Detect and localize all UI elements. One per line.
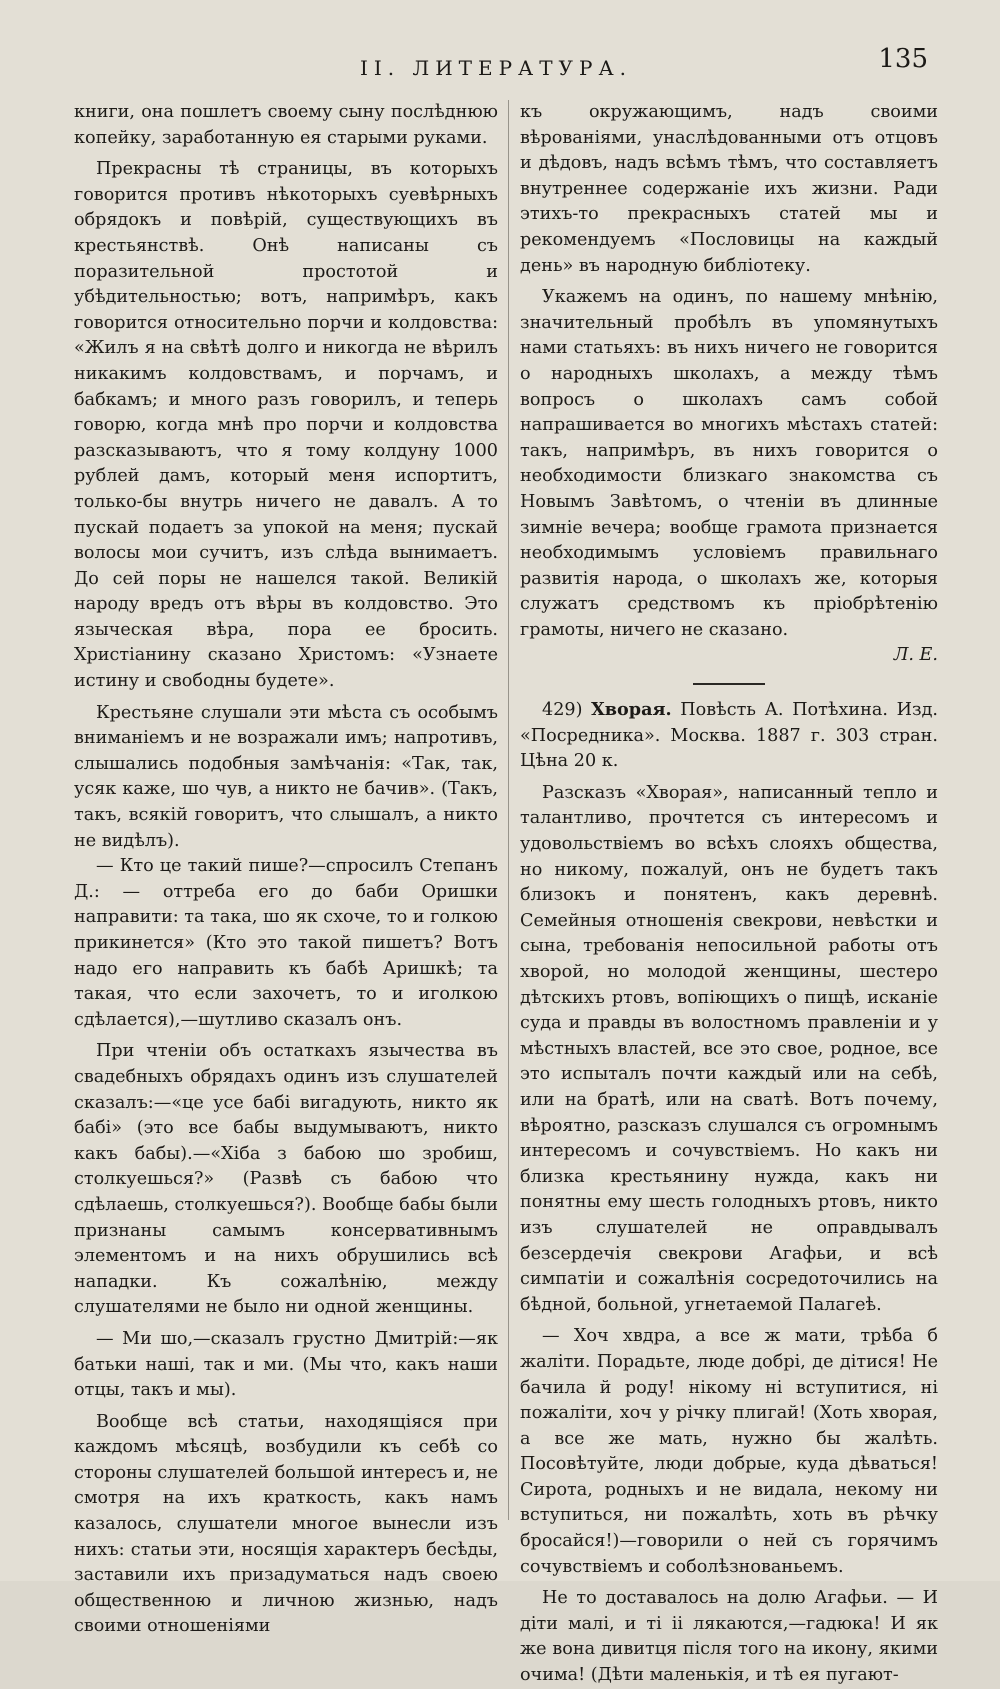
column-divider [508,100,509,1520]
paragraph: Разсказъ «Хворая», написанный тепло и талантливо, прочтется съ интересомъ и удовольствіемъ во всѣхъ слояхъ общества, но никому, пожалуй, онъ не будетъ такъ близокъ и понятенъ, какъ деревнѣ. Семейныя отношенія свекрови, невѣстки и сына, требованія непосильной работы отъ хворой, но молодой женщины, шестеро дѣтскихъ ртовъ, вопіющихъ о пищѣ, исканіе суда и правды въ волостномъ правленіи и у мѣстныхъ властей, все это свое, родное, все это испыталъ почти каждый или на себѣ, или на братѣ, или на сватѣ. Вотъ почему, вѣроятно, разсказъ слушался съ огромнымъ интересомъ и сочувствіемъ. Но какъ ни близка крестьянину нужда, какъ ни понятны ему шесть голодныхъ ртовъ, никто изъ слушателей не оправдывалъ безсердечія свекрови Агафьи, и всѣ симпатіи и сожалѣнія сосредоточились на бѣдной, больной, угнетаемой Палагеѣ. [520,782,938,1315]
review-signature: Л. Е. [893,645,938,666]
paragraph: Вообще всѣ статьи, находящіяся при каждомъ мѣсяцѣ, возбудили къ себѣ со стороны слушателей большой интересъ и, не смотря на ихъ краткость, какъ намъ казалось, слушатели многое вынесли изъ нихъ: статьи эти, носящія характеръ бесѣды, заставили ихъ призадуматься надъ своею общественною и личною жизнью, надъ своими отношеніями [74,1411,498,1637]
entry-number: 429) [542,700,583,721]
paragraph: книги, она пошлетъ своему сыну послѣднюю копейку, заработанную ея старыми руками. [74,102,498,148]
paragraph: Укажемъ на одинъ, по нашему мнѣнію, значительный пробѣлъ въ упомянутыхъ нами статьяхъ: въ нихъ ничего не говорится о народныхъ школахъ, а между тѣмъ вопросъ о школахъ самъ собой напрашивается во многихъ мѣстахъ статей: такъ, напримѣръ, въ нихъ говорится о необходимости близкаго знакомства съ Новымъ Завѣтомъ, о чтеніи въ длинные зимніе вечера; вообще грамота признается необходимымъ условіемъ правильнаго развитія народа, о школахъ же, которыя служатъ средствомъ къ пріобрѣтенію грамоты, ничего не сказано. [520,287,938,640]
paragraph: — Ми шо,—сказалъ грустно Дмитрій:—як батьки наші, так и ми. (Мы что, какъ наши отцы, такъ и мы). [74,1328,498,1401]
paragraph: — Хоч хвдра, а все ж мати, трѣба б жаліти. Порадьте, люде добрі, де дітися! Не бачила й роду! нікому ні вступитися, ні пожаліти, хоч у річку плигай! (Хоть хворая, а все же мать, нужно бы жалѣть. Посовѣтуйте, люди добрые, куда дѣваться! Сирота, родныхъ и не видала, некому ни вступиться, ни пожалѣть, хоть въ рѣчку бросайся!)—говорили о ней съ горячимъ сочувствіемъ и соболѣзнованьемъ. [520,1326,938,1577]
entry-details: Повѣсть А. Потѣхина. Изд. «Посредника». Москва. 1887 г. 303 стран. Цѣна 20 к. [520,700,939,772]
left-column [74,100,498,1640]
paragraph: къ окружающимъ, надъ своими вѣрованіями, унаслѣдованными отъ отцовъ и дѣдовъ, надъ всѣмъ тѣмъ, что составляетъ внутреннее содержаніе ихъ жизни. Ради этихъ-то прекрасныхъ статей мы и рекомендуемъ «Пословицы на каждый день» въ народную библіотеку. [520,102,938,276]
paragraph: Прекрасны тѣ страницы, въ которыхъ говорится противъ нѣкоторыхъ суевѣрныхъ обрядокъ и повѣрій, существующихъ въ крестьянствѣ. Онѣ написаны съ поразительной простотой и убѣдительностью; вотъ, напримѣръ, какъ говорится относительно порчи и колдовства: «Жилъ я на свѣтѣ долго и никогда не вѣрилъ никакимъ колдовствамъ, и порчамъ, и бабкамъ; и много разъ говорилъ, и теперь говорю, когда мнѣ про порчи и колдовства разсказываютъ, что я тому колдуну 1000 рублей дамъ, который меня испортитъ, только-бы внутрь ничего не давалъ. А то пускай подаетъ за упокой на меня; пускай волосы мои сучитъ, изъ слѣда вынимаетъ. До сей поры не нашелся такой. Великій народу вредъ отъ вѣры въ колдовство. Это языческая вѣра, пора ее бросить. Христіанину сказано Христомъ: «Узнаете истину и свободны будете». [74,159,498,692]
page-header [0,44,1000,84]
running-head: II. ЛИТЕРАТУРА. [360,56,632,80]
right-column [520,100,938,1689]
paragraph: При чтеніи объ остаткахъ язычества въ свадебныхъ обрядахъ одинъ изъ слушателей сказалъ:—«це усе бабі вигадують, никто як бабі» (это все бабы выдумываютъ, никто какъ бабы).—«Хіба з бабою шо зробиш, столкуешься?» (Развѣ съ бабою что сдѣлаешь, столкуешься?). Вообще бабы были признаны самымъ консервативнымъ элементомъ и на нихъ обрушились всѣ нападки. Къ сожалѣнію, между слушателями не было ни одной женщины. [74,1041,498,1318]
page-number: 135 [878,44,928,74]
paragraph: Не то доставалось на долю Агафьи. — И діти малі, и ті іі лякаются,—гадюка! И як же вона дивитця після того на икону, якими очима! (Дѣти маленькія, и тѣ ея пугают- [520,1588,938,1686]
paragraph: — Кто це такий пише?—спросилъ Степанъ Д.: — оттреба его до баби Оришки направити: та така, шо як схоче, то и голкою прикинется» (Кто это такой пишетъ? Вотъ надо его направить къ бабѣ Аришкѣ; та такая, что если захочетъ, то и иголкою сдѣлается),—шутливо сказалъ онъ. [74,856,498,1030]
paragraph: Крестьяне слушали эти мѣста съ особымъ вниманіемъ и не возражали имъ; напротивъ, слышались подобныя замѣчанія: «Так, так, усяк каже, шо чув, а никто не бачив». (Такъ, такъ, всякій говоритъ, что слышалъ, а никто не видѣлъ). [74,702,498,851]
entry-title: Хворая. [591,699,672,721]
section-separator [693,683,765,685]
bibliographic-entry [520,697,938,775]
